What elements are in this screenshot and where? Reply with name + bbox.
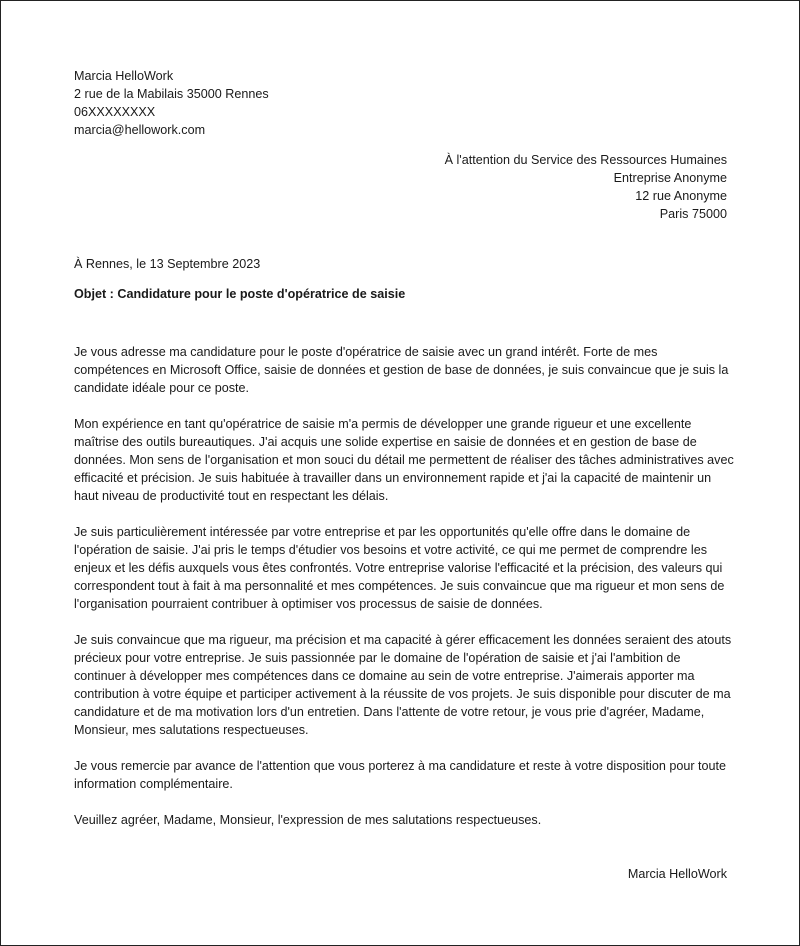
body-paragraph: Je vous remercie par avance de l'attention que vous porterez à ma candidature et reste à votre disposition pour toute information complémentaire. <box>74 759 727 791</box>
recipient-attention: À l'attention du Service des Ressources Humaines <box>444 153 727 167</box>
closing-paragraph: Veuillez agréer, Madame, Monsieur, l'expression de mes salutations respectueuses. <box>74 813 542 827</box>
sender-phone: 06XXXXXXXX <box>74 105 156 119</box>
letter-body <box>74 343 734 847</box>
sender-address: 2 rue de la Mabilais 35000 Rennes <box>74 87 269 101</box>
sender-email: marcia@hellowork.com <box>74 123 206 137</box>
recipient-company: Entreprise Anonyme <box>613 171 727 185</box>
date-line: À Rennes, le 13 Septembre 2023 <box>74 257 261 271</box>
body-paragraph: Mon expérience en tant qu'opératrice de saisie m'a permis de développer une grande rigueur et une excellente maîtrise des outils bureautiques. J'ai acquis une solide expertise en saisie de données et en gestion de base de données. Mon sens de l'organisation et mon souci du détail me permettent de réaliser des tâches administratives avec efficacité et précision. Je suis habituée à travailler dans un environnement rapide et j'ai la capacité de maintenir un haut niveau de productivité tout en respectant les délais. <box>74 417 734 503</box>
body-paragraph: Je suis particulièrement intéressée par votre entreprise et par les opportunités qu'elle offre dans le domaine de l'opération de saisie. J'ai pris le temps d'étudier vos besoins et votre activité, ce qui me permet de comprendre les enjeux et les défis auxquels vous êtes confrontés. Votre entreprise valorise l'efficacité et la précision, des valeurs qui correspondent tout à fait à ma personnalité et mes compétences. Je suis convaincue que ma rigueur et mon sens de l'organisation pourraient contribuer à optimiser vos processus de saisie de données. <box>74 525 725 611</box>
subject-line: Objet : Candidature pour le poste d'opératrice de saisie <box>74 287 406 301</box>
recipient-city: Paris 75000 <box>659 207 727 221</box>
recipient-street: 12 rue Anonyme <box>635 189 727 203</box>
signature: Marcia HelloWork <box>627 867 727 881</box>
sender-block <box>74 67 269 139</box>
body-paragraph: Je vous adresse ma candidature pour le poste d'opératrice de saisie avec un grand intérêt. Forte de mes compétences en Microsoft Office, saisie de données et gestion de base de données, je suis convaincue que je suis la candidate idéale pour ce poste. <box>74 345 729 395</box>
recipient-block <box>445 151 727 223</box>
body-paragraph: Je suis convaincue que ma rigueur, ma précision et ma capacité à gérer efficacement les données seraient des atouts précieux pour votre entreprise. Je suis passionnée par le domaine de l'opération de saisie et j'ai l'ambition de continuer à développer mes compétences dans ce domaine au sein de votre entreprise. J'aimerais apporter ma contribution à votre équipe et participer activement à la réussite de vos projets. Je suis disponible pour discuter de ma candidature et de ma motivation lors d'un entretien. Dans l'attente de votre retour, je vous prie d'agréer, Madame, Monsieur, mes salutations respectueuses. <box>74 633 732 737</box>
sender-name: Marcia HelloWork <box>74 69 174 83</box>
